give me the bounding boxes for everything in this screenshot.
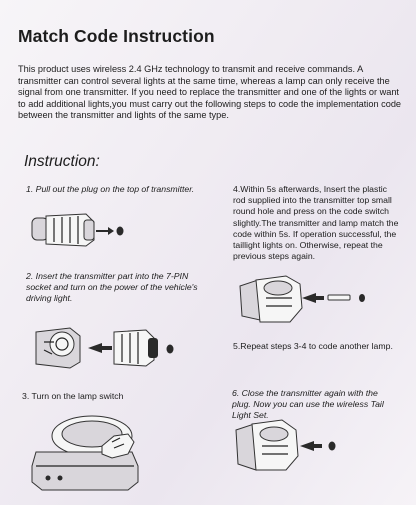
instruction-heading: Instruction: <box>24 153 100 170</box>
step-1-transmitter-illustration <box>28 208 128 252</box>
step-6-close-transmitter-illustration <box>232 416 344 478</box>
step-4-text: 4.Within 5s afterwards, Insert the plastic rod supplied into the transmitter top small round hole and press on the code switch slightly.The transmitter and lamp match the code within 5s. If operation successful, the taillight lights on. Otherwise, repeat the previous steps again. <box>233 184 399 262</box>
step-2-text: 2. Insert the transmitter part into the 7-PIN socket and turn on the power of the vehicle's driving light. <box>26 271 198 304</box>
step-4-code-switch-illustration <box>236 272 376 330</box>
step-2-socket-illustration <box>30 322 180 372</box>
intro-paragraph: This product uses wireless 2.4 GHz technology to transmit and receive commands. A transmitter can control several lights at the same time, whereas a lamp can only receive the signal from one transmitter. If you need to replace the transmitter and one of the lights or want to add additional lights,you must carry out the following steps to code the implementation code between the transmitter and lights of the same type. <box>18 64 402 121</box>
step-3-text: 3. Turn on the lamp switch <box>22 391 124 401</box>
page-title: Match Code Instruction <box>18 26 215 46</box>
step-6-text: 6. Close the transmitter again with the plug. Now you can use the wireless Tail Light Set. <box>232 388 384 421</box>
step-3-lamp-switch-illustration <box>28 408 146 494</box>
step-1-text: 1. Pull out the plug on the top of transmitter. <box>26 184 195 194</box>
step-5-text: 5.Repeat steps 3-4 to code another lamp. <box>233 341 393 351</box>
